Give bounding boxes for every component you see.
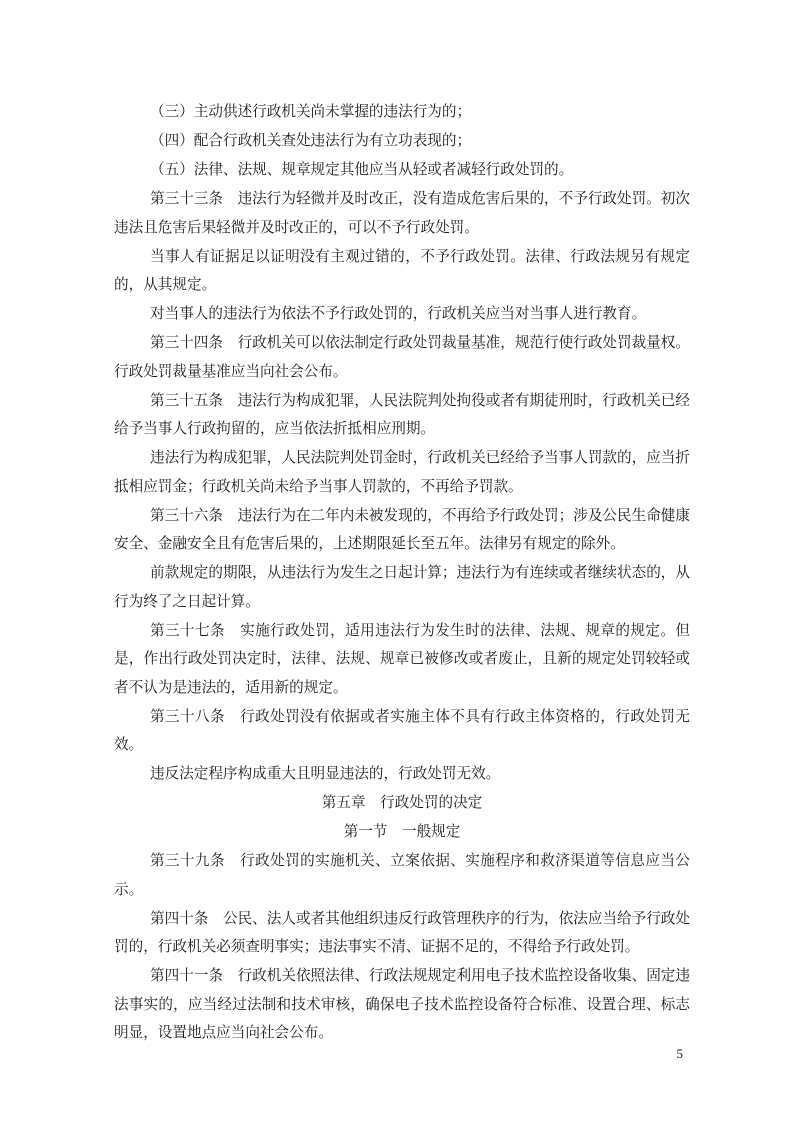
paragraph: 第四十条 公民、法人或者其他组织违反行政管理秩序的行为，依法应当给予行政处罚的，行政机关必须查明事实；违法事实不清、证据不足的，不得给予行政处罚。 [114,909,690,955]
paragraph: 第四十一条 行政机关依照法律、行政法规规定利用电子技术监控设备收集、固定违法事实的，应当经过法制和技术审核，确保电子技术监控设备符合标准、设置合理、标志明显，设置地点应当向社会公布。 [114,967,690,1041]
paragraph: 第三十九条 行政处罚的实施机关、立案依据、实施程序和救济渠道等信息应当公示。 [114,852,690,898]
paragraph: 违法行为构成犯罪，人民法院判处罚金时，行政机关已经给予当事人罚款的，应当折抵相应罚金；行政机关尚未给予当事人罚款的，不再给予罚款。 [114,449,690,495]
page-number: 5 [676,1046,683,1061]
paragraph: 当事人有证据足以证明没有主观过错的，不予行政处罚。法律、行政法规另有规定的，从其规定。 [114,247,690,293]
paragraph: 违反法定程序构成重大且明显违法的，行政处罚无效。 [150,765,501,782]
paragraph: （四）配合行政机关查处违法行为有立功表现的； [150,132,472,149]
section-heading: 第一节 一般规定 [343,823,461,840]
page-content [114,98,690,1048]
paragraph: 第三十四条 行政机关可以依法制定行政处罚裁量基准，规范行使行政处罚裁量权。行政处罚裁量基准应当向社会公布。 [114,334,690,380]
paragraph: 第三十七条 实施行政处罚，适用违法行为发生时的法律、法规、规章的规定。但是，作出行政处罚决定时，法律、法规、规章已被修改或者废止，且新的规定处罚较轻或者不认为是违法的，适用新的规定。 [114,621,690,696]
paragraph: 第三十三条 违法行为轻微并及时改正，没有造成危害后果的，不予行政处罚。初次违法且危害后果轻微并及时改正的，可以不予行政处罚。 [114,190,690,236]
paragraph: 第三十五条 违法行为构成犯罪，人民法院判处拘役或者有期徒刑时，行政机关已经给予当事人行政拘留的，应当依法折抵相应刑期。 [114,391,690,437]
paragraph: 对当事人的违法行为依法不予行政处罚的，行政机关应当对当事人进行教育。 [150,305,647,322]
paragraph: 第三十八条 行政处罚没有依据或者实施主体不具有行政主体资格的，行政处罚无效。 [114,707,690,753]
paragraph: 前款规定的期限，从违法行为发生之日起计算；违法行为有连续或者继续状态的，从行为终了之日起计算。 [114,564,690,610]
paragraph: （五）法律、法规、规章规定其他应当从轻或者减轻行政处罚的。 [150,161,574,178]
chapter-heading: 第五章 行政处罚的决定 [321,794,483,811]
paragraph: 第三十六条 违法行为在二年内未被发现的，不再给予行政处罚；涉及公民生命健康安全、金融安全且有危害后果的，上述期限延长至五年。法律另有规定的除外。 [114,506,690,552]
paragraph: （三）主动供述行政机关尚未掌握的违法行为的； [150,103,472,120]
